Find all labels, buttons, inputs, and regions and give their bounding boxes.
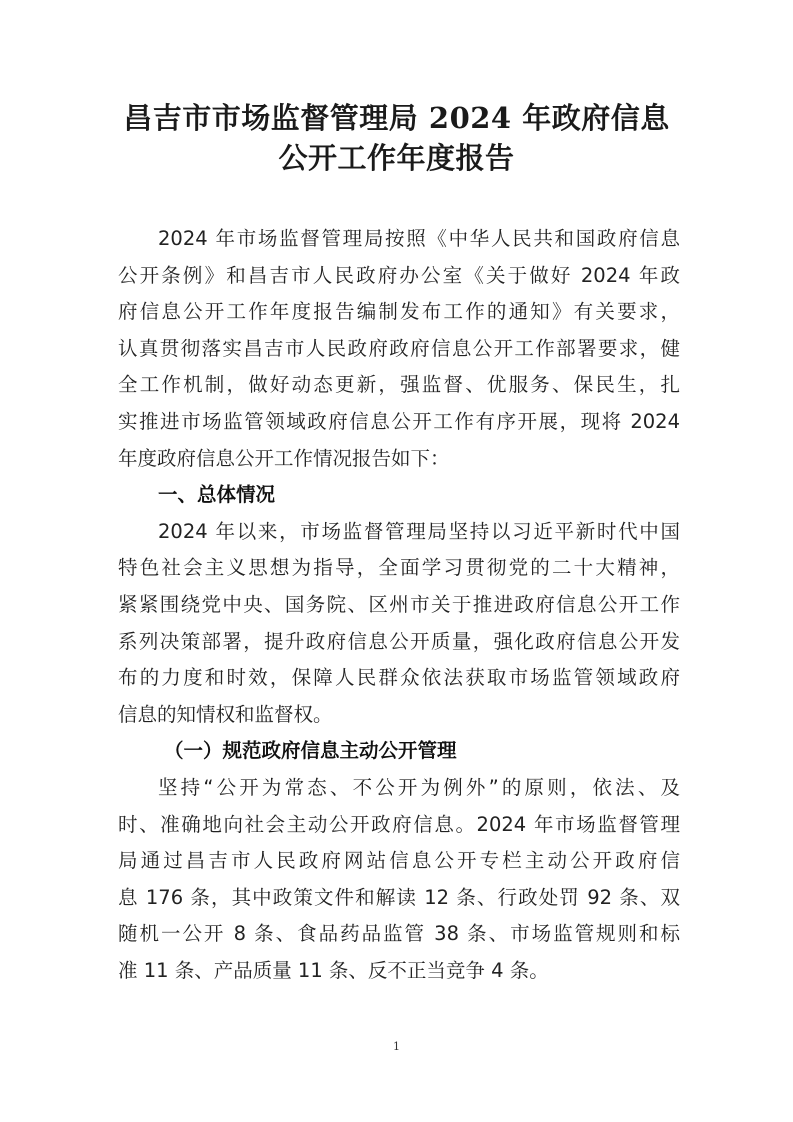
intro-line: 实推进市场监管领域政府信息公开工作有序开展，现将 2024: [118, 409, 680, 433]
section1-line: 紧紧围绕党中央、国务院、区州市关于推进政府信息公开工作: [118, 592, 680, 616]
section1-line: 系列决策部署，提升政府信息公开质量，强化政府信息公开发: [118, 629, 680, 653]
intro-line: 年度政府信息公开工作情况报告如下：: [118, 446, 450, 470]
document-body: [118, 221, 680, 989]
document-title-line-1: 昌吉市市场监督管理局 2024 年政府信息: [123, 101, 670, 135]
subsection1-line: 随机一公开 8 条、食品药品监管 38 条、市场监管规则和标: [118, 922, 680, 946]
intro-line: 认真贯彻落实昌吉市人民政府政府信息公开工作部署要求，健: [118, 336, 680, 360]
section1-line: 信息的知情权和监督权。: [118, 702, 333, 726]
intro-line: 公开条例》和昌吉市人民政府办公室《关于做好 2024 年政: [118, 263, 680, 287]
section1-line: 特色社会主义思想为指导，全面学习贯彻党的二十大精神，: [118, 556, 680, 580]
intro-line: 2024 年市场监督管理局按照《中华人民共和国政府信息: [158, 227, 680, 250]
page-number: 1: [393, 1040, 400, 1053]
section1-line: 布的力度和时效，保障人民群众依法获取市场监管领域政府: [118, 666, 680, 690]
section1-line: 2024 年以来，市场监督管理局坚持以习近平新时代中国: [158, 519, 680, 543]
subsection-heading-proactive-disclosure: （一）规范政府信息主动公开管理: [164, 739, 457, 763]
subsection1-line: 时、准确地向社会主动公开政府信息。2024 年市场监督管理: [118, 812, 680, 836]
document-title-line-2: 公开工作年度报告: [278, 141, 515, 175]
subsection1-line: 坚持“公开为常态、不公开为例外”的原则，依法、及: [158, 775, 680, 799]
intro-line: 全工作机制，做好动态更新，强监督、优服务、保民生，扎: [118, 373, 680, 397]
subsection1-line: 准 11 条、产品质量 11 条、反不正当竞争 4 条。: [118, 958, 549, 982]
intro-line: 府信息公开工作年度报告编制发布工作的通知》有关要求，: [118, 300, 680, 324]
subsection1-line: 息 176 条，其中政策文件和解读 12 条、行政处罚 92 条、双: [118, 885, 680, 909]
subsection1-line: 局通过昌吉市人民政府网站信息公开专栏主动公开政府信: [118, 849, 680, 873]
section-heading-overview: 一、总体情况: [158, 483, 276, 507]
